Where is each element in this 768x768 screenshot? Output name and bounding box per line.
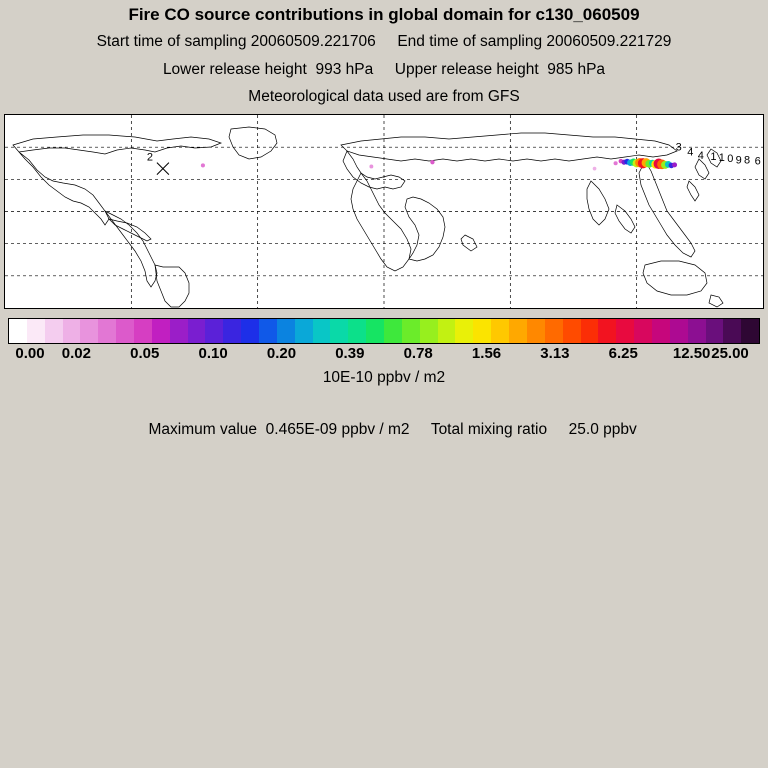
max-value: 0.465E-09 ppbv / m2 (265, 421, 410, 438)
colorbar-swatch (277, 319, 295, 343)
colorbar-swatch (634, 319, 652, 343)
colorbar-tick: 12.50 (672, 345, 711, 362)
colorbar-swatch (313, 319, 331, 343)
colorbar-tick: 1.56 (471, 345, 502, 362)
colorbar-swatch (581, 319, 599, 343)
colorbar-swatch (706, 319, 724, 343)
svg-text:2: 2 (146, 151, 154, 164)
plume-point (369, 165, 373, 169)
colorbar-swatch (27, 319, 45, 343)
trajectory-digit-labels (676, 141, 763, 184)
colorbar-swatch (384, 319, 402, 343)
colorbar-swatch (741, 319, 759, 343)
page-title: Fire CO source contributions in global domain for c130_060509 (128, 5, 640, 24)
end-time-value: 20060509.221729 (546, 33, 672, 50)
colorbar-tick: 3.13 (540, 345, 570, 362)
colorbar-swatch (188, 319, 206, 343)
colorbar (8, 318, 760, 344)
lower-release-label: Lower release height (162, 61, 307, 78)
colorbar-swatch (509, 319, 527, 343)
end-time-label: End time of sampling (397, 33, 543, 50)
release-marker (147, 152, 169, 175)
colorbar-swatch (723, 319, 741, 343)
start-time-label: Start time of sampling (96, 33, 247, 50)
trajectory-digit: 1 (710, 151, 717, 164)
colorbar-tick: 0.20 (266, 345, 297, 362)
colorbar-swatch (134, 319, 152, 343)
colorbar-swatch (223, 319, 241, 343)
colorbar-swatch (420, 319, 438, 343)
colorbar-tick: 0.10 (198, 345, 228, 362)
colorbar-tick: 0.39 (335, 345, 365, 362)
colorbar-tick: 25.00 (711, 345, 749, 362)
colorbar-swatch (259, 319, 277, 343)
global-map-panel (4, 114, 764, 309)
plume-point (201, 163, 205, 167)
colorbar-swatch (491, 319, 509, 343)
colorbar-swatch (348, 319, 366, 343)
colorbar-swatch (563, 319, 581, 343)
upper-release-label: Upper release height (394, 61, 539, 78)
colorbar-swatch (241, 319, 259, 343)
upper-release-value: 985 hPa (547, 61, 606, 78)
trajectory-digit: 1 (718, 152, 725, 165)
plume-point (593, 167, 597, 171)
trajectory-digit: 4 (697, 149, 704, 162)
sampling-times-line (0, 33, 768, 51)
colorbar-tick: 0.05 (130, 345, 160, 362)
colorbar-swatch (652, 319, 670, 343)
colorbar-tick: 0.00 (15, 345, 45, 362)
total-mixing-ratio-value: 25.0 ppbv (568, 421, 637, 438)
colorbar-swatch (295, 319, 313, 343)
trajectory-digit: 4 (687, 146, 694, 159)
colorbar-swatch (152, 319, 170, 343)
colorbar-swatch (670, 319, 688, 343)
colorbar-swatch (330, 319, 348, 343)
colorbar-swatch (45, 319, 63, 343)
colorbar-swatch (116, 319, 134, 343)
lower-release-value: 993 hPa (315, 61, 374, 78)
colorbar-swatch (616, 319, 634, 343)
trajectory-digit: 6 (754, 155, 761, 168)
colorbar-swatch (63, 319, 81, 343)
colorbar-swatch (438, 319, 456, 343)
colorbar-swatch (98, 319, 116, 343)
total-mixing-ratio-label: Total mixing ratio (430, 421, 548, 438)
colorbar-tick-labels (0, 345, 768, 363)
map-coastlines (13, 127, 723, 307)
colorbar-tick: 0.02 (61, 345, 91, 362)
footer-stats (0, 403, 768, 457)
start-time-value: 20060509.221706 (250, 33, 376, 50)
max-value-label: Maximum value (148, 421, 258, 438)
colorbar-tick: 6.25 (608, 345, 638, 362)
colorbar-swatch (527, 319, 545, 343)
colorbar-swatch (598, 319, 616, 343)
colorbar-swatch (473, 319, 491, 343)
colorbar-swatch (688, 319, 706, 343)
release-heights-line (0, 61, 768, 79)
colorbar-swatch (170, 319, 188, 343)
colorbar-swatch (205, 319, 223, 343)
plume-point (430, 160, 434, 164)
colorbar-swatch (366, 319, 384, 343)
colorbar-unit-label: 10E-10 ppbv / m2 (322, 369, 446, 386)
trajectory-digit: 3 (675, 141, 682, 154)
colorbar-swatch (455, 319, 473, 343)
map-svg (5, 115, 763, 308)
trajectory-digit: 8 (744, 154, 751, 167)
colorbar-swatch (545, 319, 563, 343)
met-data-note: Meteorological data used are from GFS (248, 88, 520, 105)
trajectory-digit: 0 (727, 153, 734, 166)
colorbar-swatch (402, 319, 420, 343)
plume-point (614, 161, 618, 165)
colorbar-swatch (80, 319, 98, 343)
trajectory-digit: 9 (735, 154, 742, 167)
plume-point (672, 162, 677, 167)
colorbar-swatch (9, 319, 27, 343)
colorbar-tick: 0.78 (403, 345, 433, 362)
